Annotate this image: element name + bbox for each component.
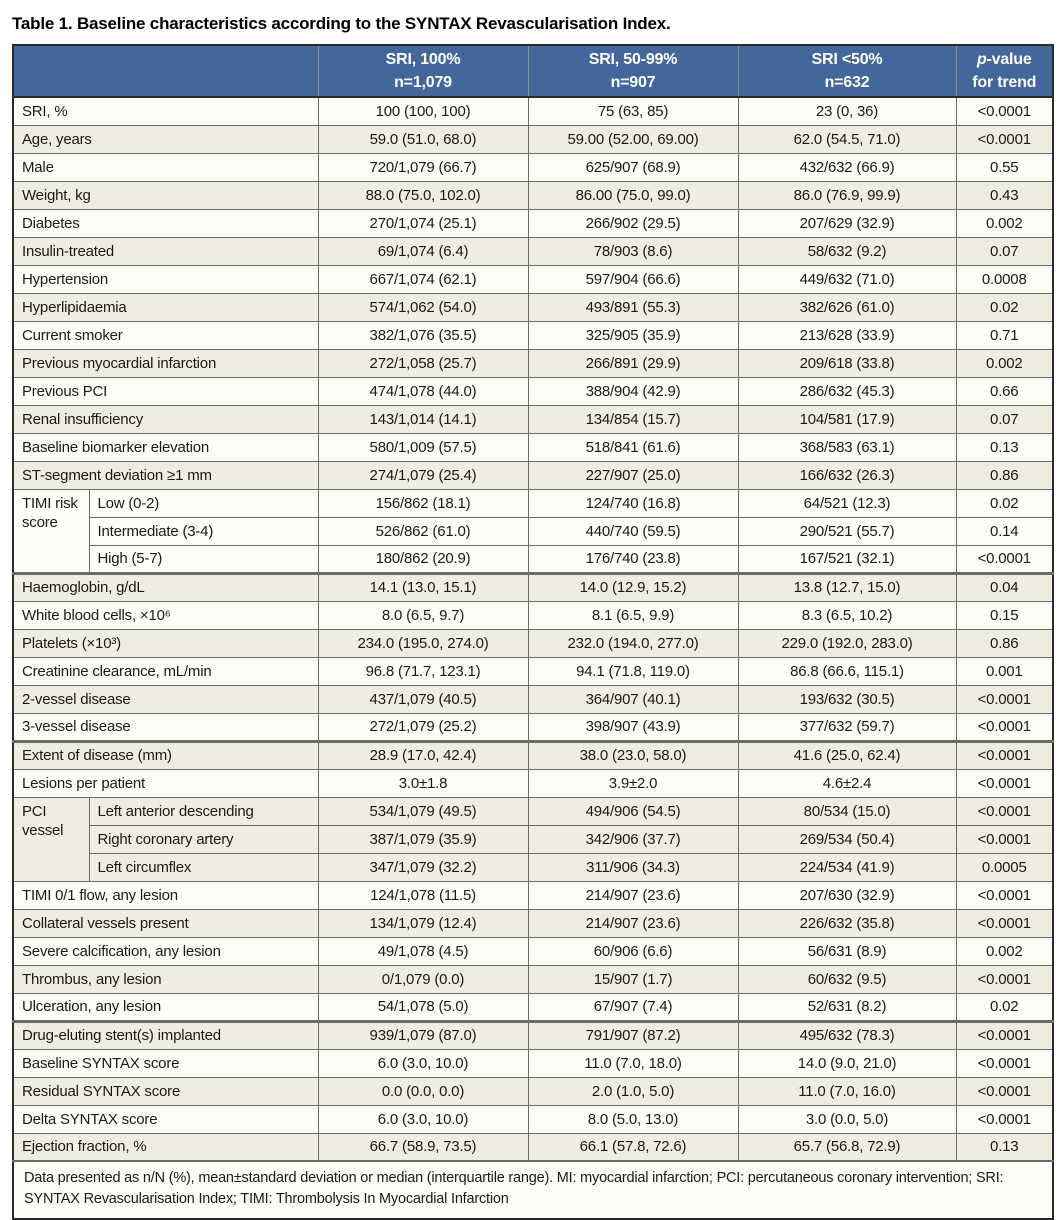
cell-value: 213/628 (33.9) <box>738 321 956 349</box>
cell-value: 86.00 (75.0, 99.0) <box>528 181 738 209</box>
cell-p-value: <0.0001 <box>956 1105 1053 1133</box>
cell-p-value: 0.13 <box>956 1133 1053 1161</box>
cell-value: 62.0 (54.5, 71.0) <box>738 125 956 153</box>
cell-p-value: 0.86 <box>956 629 1053 657</box>
cell-value: 86.0 (76.9, 99.9) <box>738 181 956 209</box>
header-col-sri-lt-50 <box>738 45 956 97</box>
cell-value: 11.0 (7.0, 18.0) <box>528 1049 738 1077</box>
cell-value: 214/907 (23.6) <box>528 909 738 937</box>
cell-value: 58/632 (9.2) <box>738 237 956 265</box>
cell-value: 52/631 (8.2) <box>738 993 956 1021</box>
row-label: Age, years <box>13 125 318 153</box>
group-label: PCI vessel <box>13 797 89 881</box>
cell-value: 13.8 (12.7, 15.0) <box>738 573 956 601</box>
cell-value: 59.00 (52.00, 69.00) <box>528 125 738 153</box>
cell-p-value: <0.0001 <box>956 825 1053 853</box>
cell-p-value: 0.002 <box>956 937 1053 965</box>
cell-value: 3.0 (0.0, 5.0) <box>738 1105 956 1133</box>
table-row <box>13 713 1053 741</box>
cell-p-value: 0.0008 <box>956 265 1053 293</box>
row-label: Insulin-treated <box>13 237 318 265</box>
cell-value: 176/740 (23.8) <box>528 545 738 573</box>
row-label: 3-vessel disease <box>13 713 318 741</box>
row-label: Baseline SYNTAX score <box>13 1049 318 1077</box>
table-row <box>13 209 1053 237</box>
cell-p-value: <0.0001 <box>956 741 1053 769</box>
cell-value: 96.8 (71.7, 123.1) <box>318 657 528 685</box>
cell-value: 8.3 (6.5, 10.2) <box>738 601 956 629</box>
cell-p-value: 0.86 <box>956 461 1053 489</box>
footnote: Data presented as n/N (%), mean±standard deviation or median (interquartile range). MI: myocardial infarction; PCI: percutaneous coronary intervention; SRI: SYNTAX Revascularisation Index; TIMI: Thrombolysis In Myocardial Infarction <box>13 1161 1053 1219</box>
cell-value: 580/1,009 (57.5) <box>318 433 528 461</box>
cell-value: 493/891 (55.3) <box>528 293 738 321</box>
cell-value: 23 (0, 36) <box>738 97 956 125</box>
row-label: Hypertension <box>13 265 318 293</box>
table-row <box>13 97 1053 125</box>
cell-p-value: 0.001 <box>956 657 1053 685</box>
cell-value: 86.8 (66.6, 115.1) <box>738 657 956 685</box>
row-label: Platelets (×10³) <box>13 629 318 657</box>
row-label: 2-vessel disease <box>13 685 318 713</box>
header-col-sri-100 <box>318 45 528 97</box>
row-sublabel: Left circumflex <box>89 853 318 881</box>
cell-value: 60/632 (9.5) <box>738 965 956 993</box>
cell-value: 290/521 (55.7) <box>738 517 956 545</box>
cell-p-value: 0.002 <box>956 209 1053 237</box>
cell-value: 193/632 (30.5) <box>738 685 956 713</box>
cell-p-value: <0.0001 <box>956 713 1053 741</box>
row-label: Haemoglobin, g/dL <box>13 573 318 601</box>
cell-value: 224/534 (41.9) <box>738 853 956 881</box>
header-col-line2: n=632 <box>824 74 870 91</box>
row-label: Drug-eluting stent(s) implanted <box>13 1021 318 1049</box>
cell-value: 272/1,058 (25.7) <box>318 349 528 377</box>
table-row <box>13 853 1053 881</box>
cell-p-value: <0.0001 <box>956 881 1053 909</box>
cell-p-value: 0.02 <box>956 489 1053 517</box>
cell-value: 28.9 (17.0, 42.4) <box>318 741 528 769</box>
cell-p-value: 0.02 <box>956 993 1053 1021</box>
row-label: Residual SYNTAX score <box>13 1077 318 1105</box>
cell-value: 78/903 (8.6) <box>528 237 738 265</box>
header-col-sri-50-99 <box>528 45 738 97</box>
table-row <box>13 153 1053 181</box>
table-row <box>13 517 1053 545</box>
table-row <box>13 293 1053 321</box>
table-row <box>13 545 1053 573</box>
cell-value: 69/1,074 (6.4) <box>318 237 528 265</box>
cell-value: 156/862 (18.1) <box>318 489 528 517</box>
header-col-p-value <box>956 45 1053 97</box>
row-label: Weight, kg <box>13 181 318 209</box>
cell-value: 625/907 (68.9) <box>528 153 738 181</box>
cell-value: 124/740 (16.8) <box>528 489 738 517</box>
group-label: TIMI risk score <box>13 489 89 573</box>
row-label: Hyperlipidaemia <box>13 293 318 321</box>
cell-value: 64/521 (12.3) <box>738 489 956 517</box>
cell-value: 325/905 (35.9) <box>528 321 738 349</box>
cell-value: 14.1 (13.0, 15.1) <box>318 573 528 601</box>
cell-value: 382/1,076 (35.5) <box>318 321 528 349</box>
cell-value: 54/1,078 (5.0) <box>318 993 528 1021</box>
cell-value: 49/1,078 (4.5) <box>318 937 528 965</box>
cell-value: 227/907 (25.0) <box>528 461 738 489</box>
cell-value: 574/1,062 (54.0) <box>318 293 528 321</box>
cell-value: 14.0 (12.9, 15.2) <box>528 573 738 601</box>
cell-value: 347/1,079 (32.2) <box>318 853 528 881</box>
row-label: Delta SYNTAX score <box>13 1105 318 1133</box>
cell-p-value: 0.07 <box>956 237 1053 265</box>
cell-value: 6.0 (3.0, 10.0) <box>318 1049 528 1077</box>
row-label: Severe calcification, any lesion <box>13 937 318 965</box>
cell-p-value: 0.55 <box>956 153 1053 181</box>
cell-value: 311/906 (34.3) <box>528 853 738 881</box>
cell-p-value: <0.0001 <box>956 909 1053 937</box>
p-rest: -value <box>986 50 1032 68</box>
table-row <box>13 573 1053 601</box>
table-row <box>13 769 1053 797</box>
cell-value: 266/902 (29.5) <box>528 209 738 237</box>
cell-value: 207/629 (32.9) <box>738 209 956 237</box>
cell-value: 14.0 (9.0, 21.0) <box>738 1049 956 1077</box>
cell-value: 8.0 (5.0, 13.0) <box>528 1105 738 1133</box>
cell-value: 526/862 (61.0) <box>318 517 528 545</box>
header-col-line1: SRI, 50-99% <box>588 50 678 68</box>
cell-value: 274/1,079 (25.4) <box>318 461 528 489</box>
row-label: Current smoker <box>13 321 318 349</box>
cell-value: 667/1,074 (62.1) <box>318 265 528 293</box>
cell-value: 59.0 (51.0, 68.0) <box>318 125 528 153</box>
cell-value: 134/1,079 (12.4) <box>318 909 528 937</box>
cell-p-value: 0.13 <box>956 433 1053 461</box>
cell-value: 597/904 (66.6) <box>528 265 738 293</box>
cell-value: 2.0 (1.0, 5.0) <box>528 1077 738 1105</box>
row-label: Ejection fraction, % <box>13 1133 318 1161</box>
header-corner-cell <box>13 45 318 97</box>
table-title: Table 1. Baseline characteristics according to the SYNTAX Revascularisation Index. <box>12 14 671 33</box>
cell-value: 495/632 (78.3) <box>738 1021 956 1049</box>
row-label: Renal insufficiency <box>13 405 318 433</box>
cell-p-value: 0.0005 <box>956 853 1053 881</box>
cell-value: 720/1,079 (66.7) <box>318 153 528 181</box>
cell-value: 214/907 (23.6) <box>528 881 738 909</box>
table-row <box>13 125 1053 153</box>
row-label: Lesions per patient <box>13 769 318 797</box>
table-row <box>13 489 1053 517</box>
cell-value: 4.6±2.4 <box>738 769 956 797</box>
table-row <box>13 1021 1053 1049</box>
row-sublabel: High (5-7) <box>89 545 318 573</box>
cell-p-value: 0.07 <box>956 405 1053 433</box>
cell-value: 342/906 (37.7) <box>528 825 738 853</box>
cell-value: 229.0 (192.0, 283.0) <box>738 629 956 657</box>
table-row <box>13 265 1053 293</box>
cell-value: 180/862 (20.9) <box>318 545 528 573</box>
table-body <box>13 97 1053 1161</box>
cell-value: 88.0 (75.0, 102.0) <box>318 181 528 209</box>
cell-p-value: <0.0001 <box>956 797 1053 825</box>
header-col-line2: n=1,079 <box>394 74 452 91</box>
cell-value: 66.1 (57.8, 72.6) <box>528 1133 738 1161</box>
cell-value: 100 (100, 100) <box>318 97 528 125</box>
row-label: Previous myocardial infarction <box>13 349 318 377</box>
header-col-line1: SRI <50% <box>811 50 883 68</box>
cell-value: 388/904 (42.9) <box>528 377 738 405</box>
cell-value: 8.1 (6.5, 9.9) <box>528 601 738 629</box>
table-row <box>13 741 1053 769</box>
table-row <box>13 377 1053 405</box>
cell-p-value: 0.71 <box>956 321 1053 349</box>
cell-value: 269/534 (50.4) <box>738 825 956 853</box>
cell-value: 518/841 (61.6) <box>528 433 738 461</box>
header-col-line1: SRI, 100% <box>385 50 461 68</box>
cell-value: 56/631 (8.9) <box>738 937 956 965</box>
cell-p-value: <0.0001 <box>956 1021 1053 1049</box>
cell-value: 449/632 (71.0) <box>738 265 956 293</box>
cell-value: 66.7 (58.9, 73.5) <box>318 1133 528 1161</box>
table-row <box>13 405 1053 433</box>
cell-value: 226/632 (35.8) <box>738 909 956 937</box>
table-row <box>13 965 1053 993</box>
cell-p-value: <0.0001 <box>956 769 1053 797</box>
row-sublabel: Low (0-2) <box>89 489 318 517</box>
table-row <box>13 1049 1053 1077</box>
cell-p-value: 0.002 <box>956 349 1053 377</box>
cell-p-value: <0.0001 <box>956 97 1053 125</box>
cell-value: 134/854 (15.7) <box>528 405 738 433</box>
cell-value: 534/1,079 (49.5) <box>318 797 528 825</box>
table-row <box>13 1077 1053 1105</box>
row-label: Creatinine clearance, mL/min <box>13 657 318 685</box>
table-row <box>13 601 1053 629</box>
cell-value: 124/1,078 (11.5) <box>318 881 528 909</box>
cell-value: 266/891 (29.9) <box>528 349 738 377</box>
cell-value: 104/581 (17.9) <box>738 405 956 433</box>
table-row <box>13 1133 1053 1161</box>
cell-value: 38.0 (23.0, 58.0) <box>528 741 738 769</box>
cell-p-value: 0.15 <box>956 601 1053 629</box>
cell-value: 939/1,079 (87.0) <box>318 1021 528 1049</box>
table-row <box>13 881 1053 909</box>
baseline-characteristics-table <box>12 44 1054 1220</box>
table-row <box>13 797 1053 825</box>
row-label: Ulceration, any lesion <box>13 993 318 1021</box>
cell-value: 234.0 (195.0, 274.0) <box>318 629 528 657</box>
cell-value: 80/534 (15.0) <box>738 797 956 825</box>
footnote-row <box>13 1161 1053 1219</box>
table-row <box>13 685 1053 713</box>
cell-value: 11.0 (7.0, 16.0) <box>738 1077 956 1105</box>
table-footer <box>13 1161 1053 1219</box>
table-row <box>13 349 1053 377</box>
row-label: Extent of disease (mm) <box>13 741 318 769</box>
p-line2: for trend <box>972 74 1037 91</box>
table-header <box>13 45 1053 97</box>
cell-value: 67/907 (7.4) <box>528 993 738 1021</box>
row-sublabel: Right coronary artery <box>89 825 318 853</box>
row-label: Diabetes <box>13 209 318 237</box>
cell-value: 286/632 (45.3) <box>738 377 956 405</box>
cell-value: 387/1,079 (35.9) <box>318 825 528 853</box>
cell-value: 368/583 (63.1) <box>738 433 956 461</box>
cell-value: 75 (63, 85) <box>528 97 738 125</box>
cell-value: 437/1,079 (40.5) <box>318 685 528 713</box>
cell-value: 166/632 (26.3) <box>738 461 956 489</box>
cell-p-value: <0.0001 <box>956 1049 1053 1077</box>
cell-value: 791/907 (87.2) <box>528 1021 738 1049</box>
row-label: Thrombus, any lesion <box>13 965 318 993</box>
cell-value: 432/632 (66.9) <box>738 153 956 181</box>
p-italic: p <box>976 50 987 68</box>
cell-p-value: <0.0001 <box>956 685 1053 713</box>
cell-p-value: 0.04 <box>956 573 1053 601</box>
cell-p-value: <0.0001 <box>956 125 1053 153</box>
cell-p-value: 0.66 <box>956 377 1053 405</box>
cell-value: 494/906 (54.5) <box>528 797 738 825</box>
row-label: Collateral vessels present <box>13 909 318 937</box>
cell-value: 232.0 (194.0, 277.0) <box>528 629 738 657</box>
cell-p-value: 0.02 <box>956 293 1053 321</box>
cell-value: 474/1,078 (44.0) <box>318 377 528 405</box>
header-row <box>13 45 1053 97</box>
cell-value: 15/907 (1.7) <box>528 965 738 993</box>
table-row <box>13 461 1053 489</box>
cell-value: 364/907 (40.1) <box>528 685 738 713</box>
cell-value: 270/1,074 (25.1) <box>318 209 528 237</box>
row-label: Previous PCI <box>13 377 318 405</box>
cell-value: 8.0 (6.5, 9.7) <box>318 601 528 629</box>
cell-value: 382/626 (61.0) <box>738 293 956 321</box>
row-sublabel: Intermediate (3-4) <box>89 517 318 545</box>
table-row <box>13 993 1053 1021</box>
cell-value: 398/907 (43.9) <box>528 713 738 741</box>
cell-value: 41.6 (25.0, 62.4) <box>738 741 956 769</box>
cell-p-value: 0.43 <box>956 181 1053 209</box>
cell-value: 207/630 (32.9) <box>738 881 956 909</box>
row-sublabel: Left anterior descending <box>89 797 318 825</box>
table-row <box>13 629 1053 657</box>
cell-p-value: <0.0001 <box>956 545 1053 573</box>
cell-value: 94.1 (71.8, 119.0) <box>528 657 738 685</box>
table-row <box>13 433 1053 461</box>
cell-value: 3.9±2.0 <box>528 769 738 797</box>
cell-value: 377/632 (59.7) <box>738 713 956 741</box>
cell-value: 3.0±1.8 <box>318 769 528 797</box>
cell-p-value: <0.0001 <box>956 1077 1053 1105</box>
row-label: White blood cells, ×10⁶ <box>13 601 318 629</box>
header-col-line2: n=907 <box>610 74 656 91</box>
cell-value: 272/1,079 (25.2) <box>318 713 528 741</box>
row-label: ST-segment deviation ≥1 mm <box>13 461 318 489</box>
cell-p-value: 0.14 <box>956 517 1053 545</box>
table-row <box>13 657 1053 685</box>
table-row <box>13 237 1053 265</box>
table-row <box>13 321 1053 349</box>
table-row <box>13 181 1053 209</box>
cell-value: 65.7 (56.8, 72.9) <box>738 1133 956 1161</box>
cell-value: 143/1,014 (14.1) <box>318 405 528 433</box>
cell-value: 6.0 (3.0, 10.0) <box>318 1105 528 1133</box>
cell-value: 440/740 (59.5) <box>528 517 738 545</box>
table-row <box>13 909 1053 937</box>
row-label: Baseline biomarker elevation <box>13 433 318 461</box>
cell-value: 209/618 (33.8) <box>738 349 956 377</box>
cell-p-value: <0.0001 <box>956 965 1053 993</box>
table-row <box>13 937 1053 965</box>
cell-value: 60/906 (6.6) <box>528 937 738 965</box>
row-label: Male <box>13 153 318 181</box>
row-label: SRI, % <box>13 97 318 125</box>
table-row <box>13 825 1053 853</box>
cell-value: 0.0 (0.0, 0.0) <box>318 1077 528 1105</box>
table-row <box>13 1105 1053 1133</box>
cell-value: 167/521 (32.1) <box>738 545 956 573</box>
cell-value: 0/1,079 (0.0) <box>318 965 528 993</box>
row-label: TIMI 0/1 flow, any lesion <box>13 881 318 909</box>
